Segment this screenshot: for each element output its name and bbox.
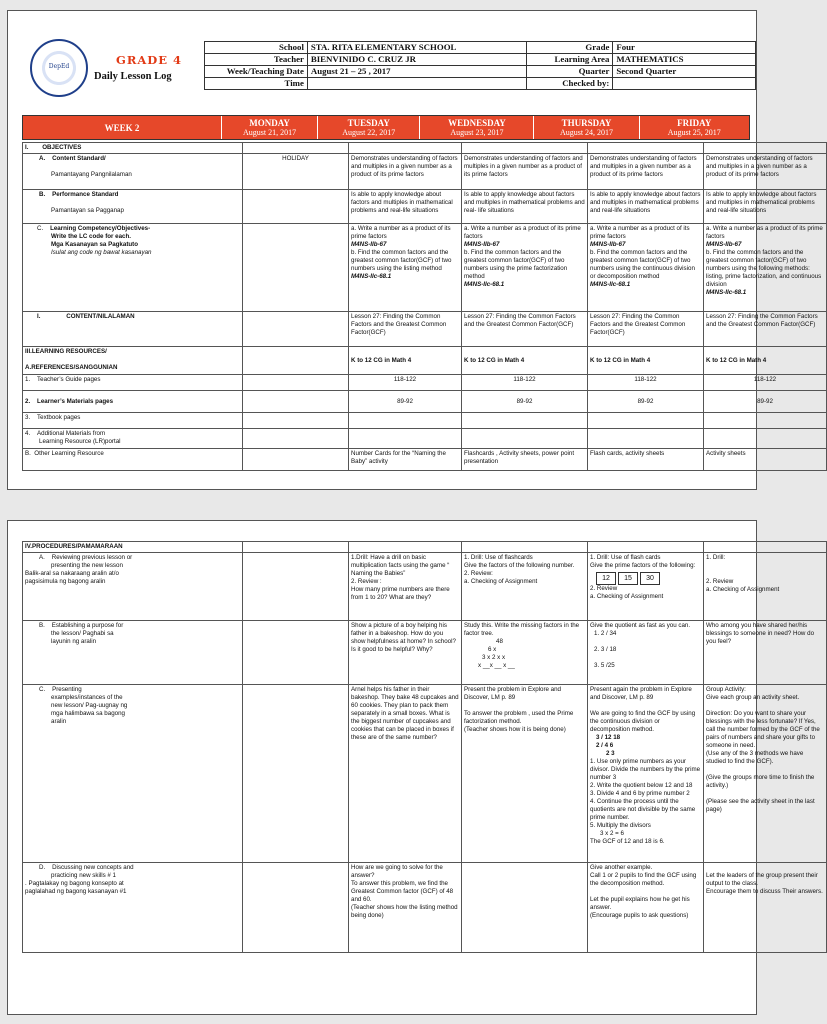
lm-label: 2. Learner’s Materials pages <box>23 391 243 413</box>
grade-label: Grade <box>526 42 613 54</box>
tg-fri: 118-122 <box>704 375 827 391</box>
other-resource-label: B. Other Learning Resource <box>23 449 243 471</box>
competency-label: C. Learning Competency/Objectives- Write the LC code for each. Mga Kasanayan sa Pagkatuto Isulat ang code ng bawat kasanayan <box>23 224 243 312</box>
procedures-label: IV.PROCEDURES/PAMAMARAAN <box>23 542 243 553</box>
table-row <box>23 542 827 553</box>
table-row <box>23 391 827 413</box>
purpose-fri: Who among you have shared her/his blessings to someone in need? How do you feel? <box>704 621 827 685</box>
log-title: Daily Lesson Log <box>94 71 172 82</box>
lm-thu: 89-92 <box>588 391 704 413</box>
purpose-tue: Show a picture of a boy helping his father in a bakeshop. How do you show helpfulness at home? In school? Is it good to be helpful? Why? <box>349 621 462 685</box>
other-wed: Flashcards , Activity sheets, power point presentation <box>462 449 588 471</box>
checked-value <box>613 78 756 90</box>
area-value: MATHEMATICS <box>613 54 756 66</box>
resources-label: III.LEARNING RESOURCES/ A.REFERENCES/SANGGUNIAN <box>23 347 243 375</box>
tg-label: 1. Teacher’s Guide pages <box>23 375 243 391</box>
presenting-thu: Present again the problem in Explore and Discover, LM p. 89 We are going to find the GCF by using the continuous division or decomposition method. 3 / 12 18 2 / 4 6 2 3 1. Use only prime numbers as your divisor. Divide the numbers by the prime number 3 2. Write the quotient below 12 and 18 3. Divide 4 and 6 by prime number 2 4. Continue the process until the quotients are not divisible by the same prime number. 5. Multiply the divisors 3 x 2 = 6 The GCF of 12 and 18 is 6. <box>588 685 704 863</box>
content-tue: Lesson 27: Finding the Common Factors and the Greatest Common Factor(GCF) <box>349 312 462 347</box>
quarter-value: Second Quarter <box>613 66 756 78</box>
presenting-tue: Arnel helps his father in their bakeshop. They bake 48 cupcakes and 60 cookies. They plan to pack them separately in a small boxes. What is the biggest number of cupcakes and cookies that can be placed in boxes if these are of the same number? <box>349 685 462 863</box>
seal-text: DepEd <box>48 63 70 70</box>
content-wed: Lesson 27: Finding the Common Factors and the Greatest Common Factor(GCF) <box>462 312 588 347</box>
purpose-wed: Study this. Write the missing factors in the factor tree. 48 6 x 3 x 2 x x x __x __ x __ <box>462 621 588 685</box>
other-thu: Flash cards, activity sheets <box>588 449 704 471</box>
performance-standard-tue: Is able to apply knowledge about factors and multiples in mathematical problems and real-life situations <box>349 190 462 224</box>
purpose-thu: Give the quotient as fast as you can. 1. 2 / 34 2. 3 / 18 3. 5 /25 <box>588 621 704 685</box>
table-row <box>23 429 827 449</box>
review-fri: 1. Drill: 2. Review a. Checking of Assignment <box>704 553 827 621</box>
lesson-log-page-2 <box>7 520 823 1015</box>
review-label: A. Reviewing previous lesson or presenting the new lesson Balik-aral sa nakaraang aralin at/o pagsisimula ng bagong aralin <box>23 553 243 621</box>
week-label: Week/Teaching Date <box>205 66 308 78</box>
review-wed: 1. Drill: Use of flashcards Give the factors of the following number. 2. Review: a. Checking of Assignment <box>462 553 588 621</box>
table-row <box>23 347 827 375</box>
discussing-thu: Give another example. Call 1 or 2 pupils to find the GCF using the decomposition method. Let the pupil explains how he get his answer. (Encourage pupils to ask questions) <box>588 863 704 953</box>
week-value: August 21 – 25 , 2017 <box>307 66 526 78</box>
table-row <box>23 413 827 429</box>
performance-standard-label: B. Performance Standard Pamantayan sa Pagganap <box>23 190 243 224</box>
day-tuesday: TUESDAY August 22, 2017 <box>318 116 420 139</box>
lesson-log-page-1 <box>7 10 823 490</box>
school-label: School <box>205 42 308 54</box>
lm-tue: 89-92 <box>349 391 462 413</box>
grade-value: Four <box>613 42 756 54</box>
table-row <box>23 863 827 953</box>
content-standard-wed: Demonstrates understanding of factors and multiples in a given number as a product of its prime factors <box>462 154 588 190</box>
objectives-cell: I. OBJECTIVES <box>23 143 243 154</box>
holiday-cell: HOLIDAY <box>243 154 349 190</box>
lm-fri: 89-92 <box>704 391 827 413</box>
table-row <box>23 224 827 312</box>
content-label: I. CONTENT/NILALAMAN <box>23 312 243 347</box>
k12-tue: K to 12 CG in Math 4 <box>349 347 462 375</box>
content-standard-thu: Demonstrates understanding of factors and multiples in a given number as a product of its prime factors <box>588 154 704 190</box>
info-table <box>204 41 756 90</box>
time-label: Time <box>205 78 308 90</box>
header <box>8 11 756 111</box>
week-banner <box>22 115 750 140</box>
quarter-label: Quarter <box>526 66 613 78</box>
content-standard-fri: Demonstrates understanding of factors and multiples in a given number as a product of its prime factors <box>704 154 827 190</box>
lesson-table-2 <box>22 541 827 953</box>
lesson-table-1 <box>22 142 827 471</box>
content-standard-tue: Demonstrates understanding of factors and multiples in a given number as a product of its prime factors <box>349 154 462 190</box>
tg-wed: 118-122 <box>462 375 588 391</box>
competency-wed: a. Write a number as a product of its prime factors M4NS-IIb-67 b. Find the common factors and the greatest common factor(GCF) of two numbers using the prime factorization method M4NS-IIc-68.1 <box>462 224 588 312</box>
competency-tue: a. Write a number as a product of its prime factors M4NS-IIb-67 b. Find the common factors and the greatest common factor(GCF) of two numbers using the listing method M4NS-IIc-68.1 <box>349 224 462 312</box>
presenting-fri: Group Activity: Give each group an activity sheet. Direction: Do you want to share your blessings with the less fortunate? If Yes, call the number formed by the GCF of the pairs of numbers and share your gifts to someone in need. (Use any of the 3 methods we have studied to find the GCF). (Give the groups more time to finish the activity.) (Please see the activity sheet in the last page) <box>704 685 827 863</box>
area-label: Learning Area <box>526 54 613 66</box>
tg-thu: 118-122 <box>588 375 704 391</box>
teacher-value: BIENVINIDO C. CRUZ JR <box>307 54 526 66</box>
number-card: 15 <box>618 572 638 585</box>
competency-thu: a. Write a number as a product of its prime factors M4NS-IIb-67 b. Find the common factors and the greatest common factor(GCF) of two numbers using the continuous division or decomposition method M4NS-IIc-68.1 <box>588 224 704 312</box>
k12-fri: K to 12 CG in Math 4 <box>704 347 827 375</box>
review-thu: 1. Drill: Use of flash cards Give the prime factors of the following: 12 15 30 2. Review a. Checking of Assignment <box>588 553 704 621</box>
tb-label: 3. Textbook pages <box>23 413 243 429</box>
grade-title: GRADE 4 <box>116 53 183 67</box>
day-monday: MONDAY August 21, 2017 <box>222 116 318 139</box>
performance-standard-wed: Is able to apply knowledge about factors and multiples in mathematical problems and real- life situations <box>462 190 588 224</box>
table-row <box>23 143 827 154</box>
day-wednesday: WEDNESDAY August 23, 2017 <box>420 116 534 139</box>
k12-wed: K to 12 CG in Math 4 <box>462 347 588 375</box>
discussing-tue: How are we going to solve for the answer? To answer this problem, we find the Greatest Common factor (GCF) of 48 and 60. (Teacher shows how the listing method being done) <box>349 863 462 953</box>
table-row <box>23 190 827 224</box>
table-row <box>23 375 827 391</box>
content-standard-label: A. Content Standard/ Pamantayang Pangnilalaman <box>23 154 243 190</box>
performance-standard-fri: Is able to apply knowledge about factors and multiples in mathematical problems and real-life situations <box>704 190 827 224</box>
time-value <box>307 78 526 90</box>
table-row <box>23 621 827 685</box>
presenting-label: C. Presenting examples/instances of the new lesson/ Pag-uugnay ng mga halimbawa sa bagong aralin <box>23 685 243 863</box>
competency-fri: a. Write a number as a product of its prime factors M4NS-IIb-67 b. Find the common factors and the greatest common factor(GCF) of two numbers using the following methods: listing, prime factorization, and continuous division M4NS-IIc-68.1 <box>704 224 827 312</box>
day-friday: FRIDAY August 25, 2017 <box>640 116 749 139</box>
k12-thu: K to 12 CG in Math 4 <box>588 347 704 375</box>
presenting-wed: Present the problem in Explore and Discover, LM p. 89 To answer the problem , used the Prime factorization method. (Teacher shows how it is being done) <box>462 685 588 863</box>
table-row <box>23 154 827 190</box>
deped-seal-icon <box>30 39 88 97</box>
checked-label: Checked by: <box>526 78 613 90</box>
review-tue: 1.Drill: Have a drill on basic multiplication facts using the game “ Naming the Babies” 2. Review : How many prime numbers are there from 1 to 20? What are they? <box>349 553 462 621</box>
day-thursday: THURSDAY August 24, 2017 <box>534 116 639 139</box>
lm-wed: 89-92 <box>462 391 588 413</box>
other-fri: Activity sheets <box>704 449 827 471</box>
discussing-fri: Let the leaders of the group present their output to the class. Encourage them to discuss Their answers. <box>704 863 827 953</box>
table-row <box>23 449 827 471</box>
content-thu: Lesson 27: Finding the Common Factors and the Greatest Common Factor(GCF) <box>588 312 704 347</box>
content-fri: Lesson 27: Finding the Common Factors and the Greatest Common Factor(GCF) <box>704 312 827 347</box>
teacher-label: Teacher <box>205 54 308 66</box>
performance-standard-thu: Is able to apply knowledge about factors and multiples in mathematical problems and real-life situations <box>588 190 704 224</box>
number-card: 12 <box>596 572 616 585</box>
purpose-label: B. Establishing a purpose for the lesson/ Paghabi sa layunin ng aralin <box>23 621 243 685</box>
week-label: WEEK 2 <box>23 116 222 139</box>
number-card: 30 <box>640 572 660 585</box>
table-row <box>23 312 827 347</box>
lr-label: 4. Additional Materials from Learning Resource (LR)portal <box>23 429 243 449</box>
school-value: STA. RITA ELEMENTARY SCHOOL <box>307 42 526 54</box>
table-row <box>23 553 827 621</box>
discussing-label: D. Discussing new concepts and practicing new skills # 1 . Pagtalakay ng bagong konsepto at paglalahad ng bagong kasanayan #1 <box>23 863 243 953</box>
tg-tue: 118-122 <box>349 375 462 391</box>
other-tue: Number Cards for the “Naming the Baby” activity <box>349 449 462 471</box>
table-row <box>23 685 827 863</box>
